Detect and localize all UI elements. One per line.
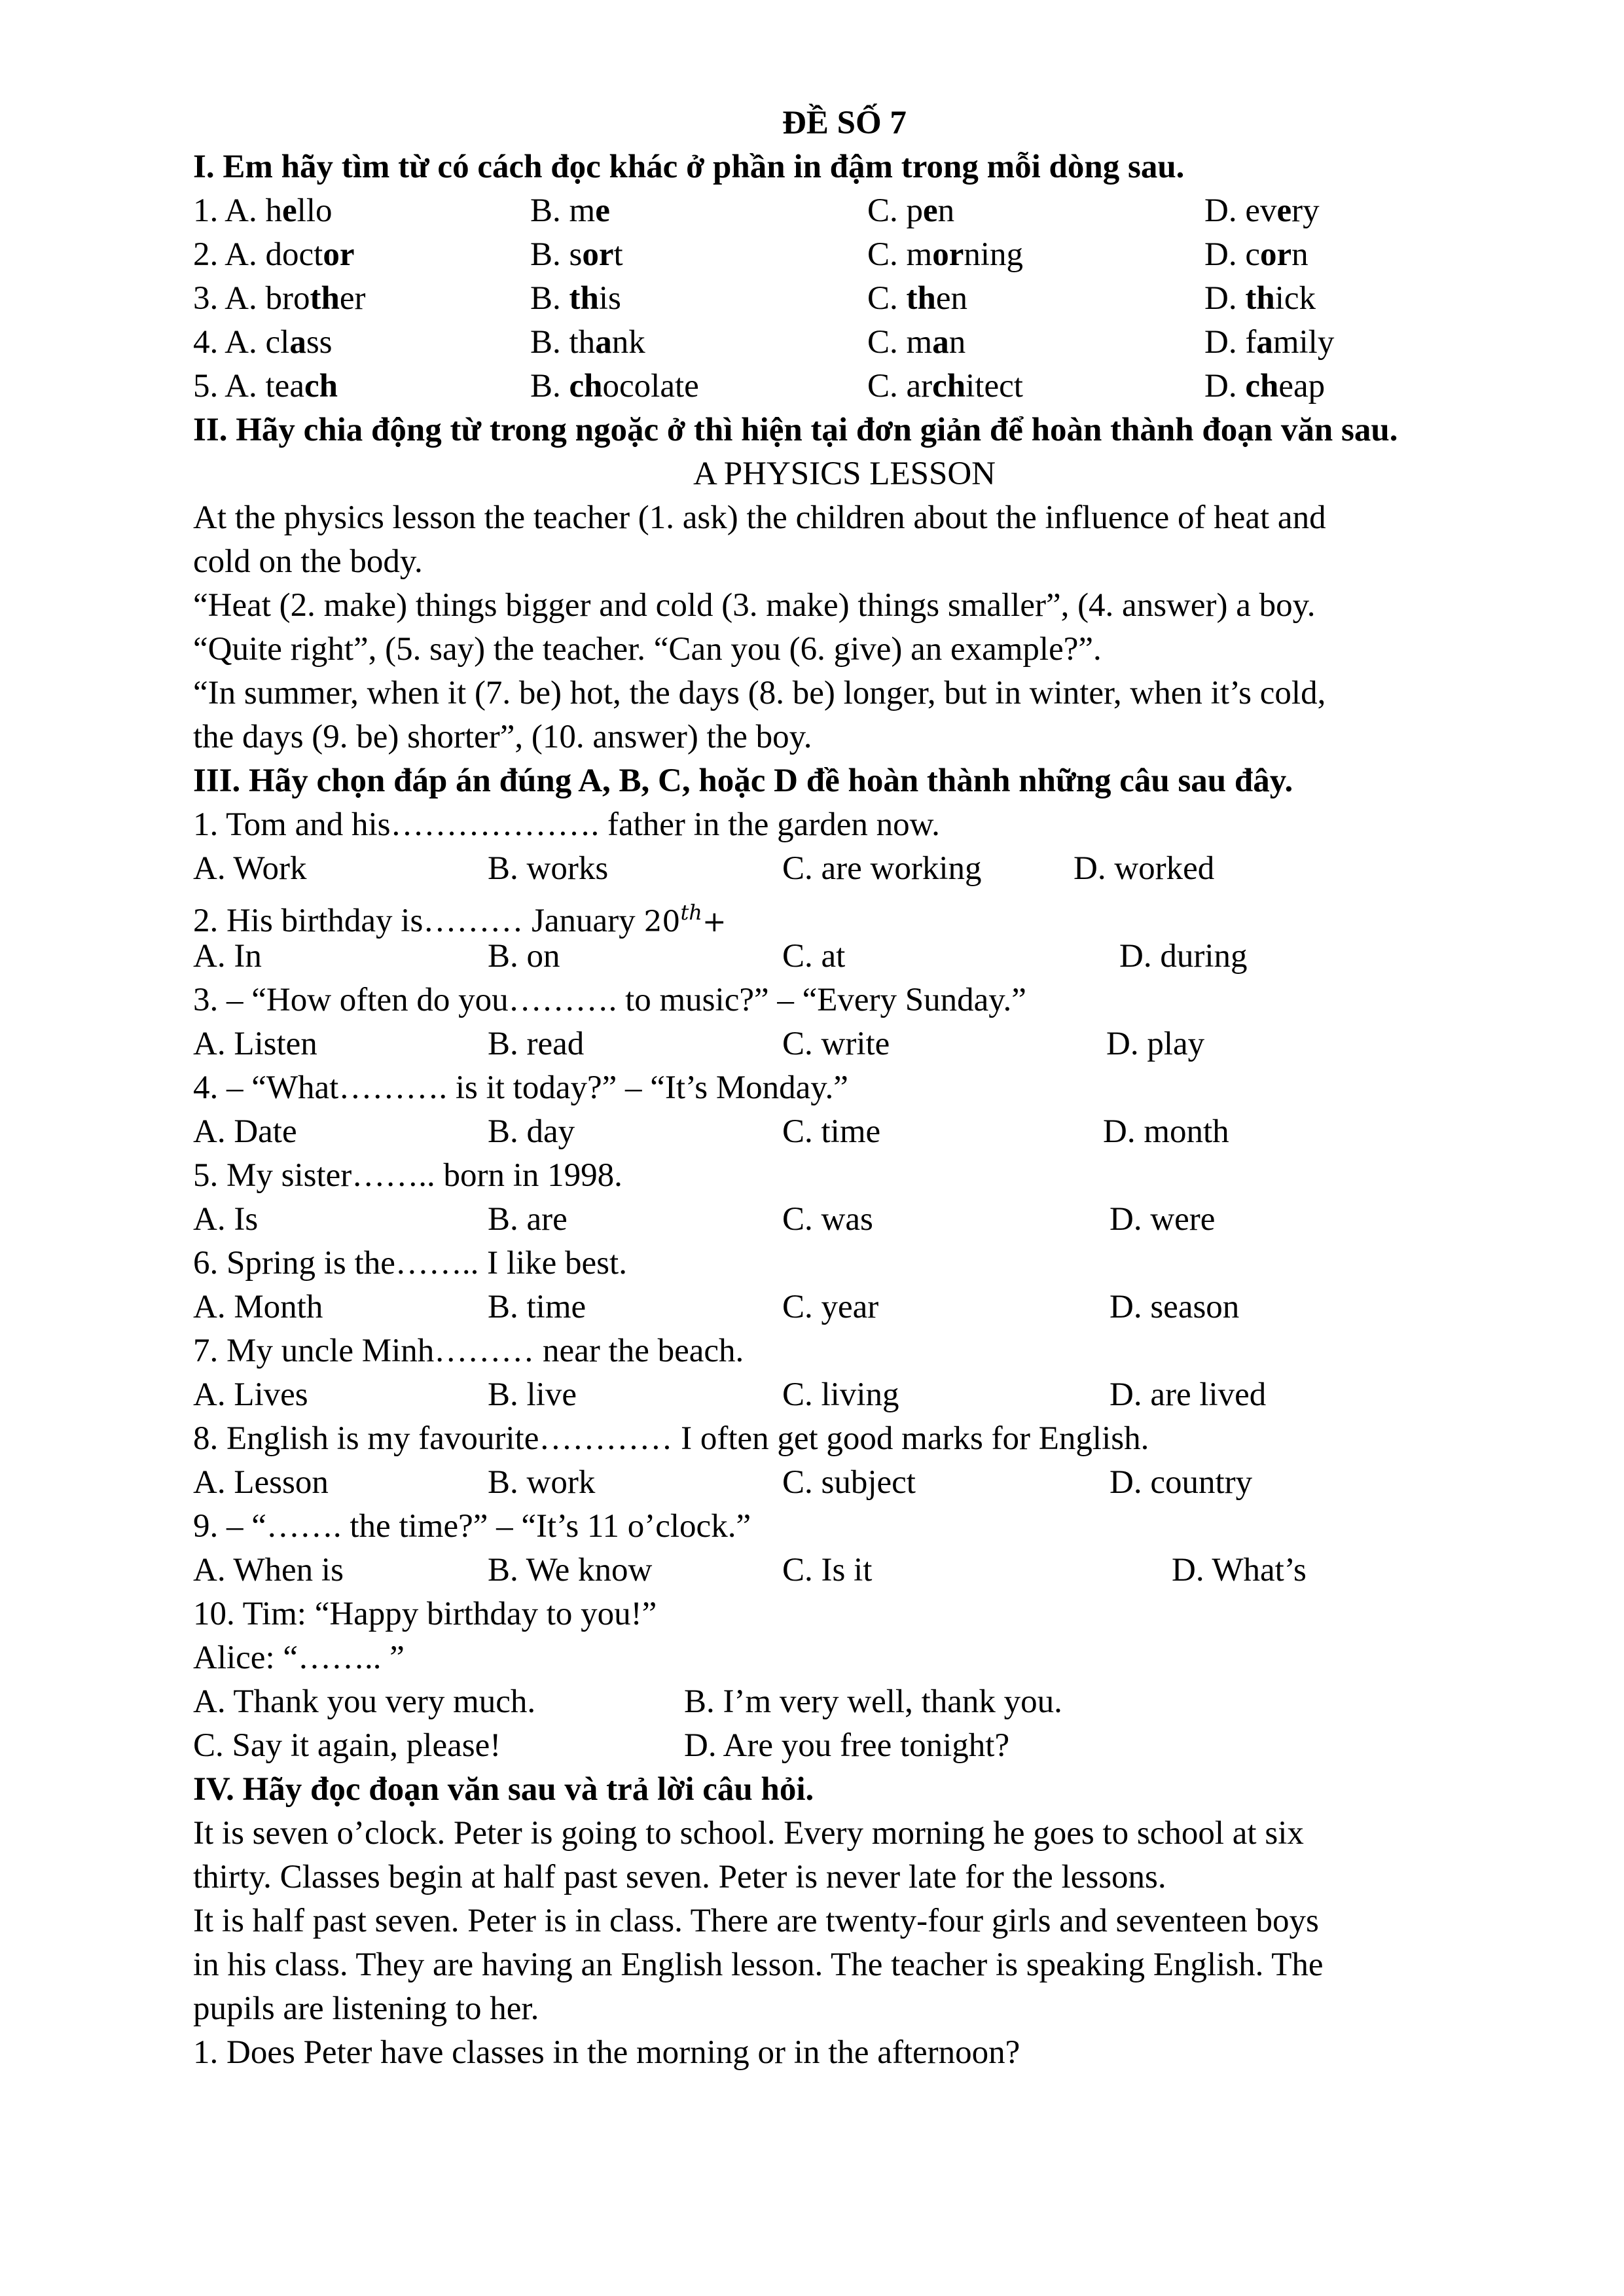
- option-c: C. pen: [867, 192, 955, 229]
- answer-b: B. work: [488, 1464, 596, 1501]
- option-d: D. corn: [1204, 236, 1308, 273]
- question-text: 8. English is my favourite………… I often get good marks for English.: [193, 1420, 1149, 1457]
- answer-d: D. are lived: [1110, 1376, 1267, 1413]
- option-b: B. me: [530, 192, 610, 229]
- option-c: C. morning: [867, 236, 1023, 273]
- answer-options-row: [193, 1461, 1496, 1505]
- answer-options-row: [193, 1549, 1496, 1592]
- answer-b: B. on: [488, 938, 560, 975]
- page-title: ĐỀ SỐ 7: [782, 105, 907, 141]
- answer-d: D. country: [1110, 1464, 1253, 1501]
- answer-options-row: [193, 935, 1496, 978]
- section-2-passage: [193, 496, 1496, 759]
- answer-c: C. year: [782, 1289, 879, 1325]
- answer-b: B. are: [488, 1201, 568, 1238]
- answer-c: C. time: [782, 1113, 881, 1150]
- answer-b: B. works: [488, 850, 609, 887]
- answer-d: D. play: [1106, 1026, 1205, 1062]
- answer-b: B. time: [488, 1289, 586, 1325]
- option-d: D. every: [1204, 192, 1320, 229]
- option-d: D. cheap: [1204, 368, 1326, 404]
- question-text: 9. – “……. the time?” – “It’s 11 o’clock.”: [193, 1508, 751, 1545]
- passage-line: pupils are listening to her.: [193, 1990, 539, 2027]
- answer-c: C. Say it again, please!: [193, 1727, 501, 1764]
- option-d: D. family: [1204, 324, 1335, 361]
- answer-d: D. season: [1110, 1289, 1240, 1325]
- answer-a: A. Listen: [193, 1026, 317, 1062]
- answer-a: A. Date: [193, 1113, 297, 1150]
- question-text: 10. Tim: “Happy birthday to you!”: [193, 1596, 657, 1632]
- answer-options-row: [193, 1285, 1496, 1329]
- answer-d: D. were: [1110, 1201, 1216, 1238]
- option-a: 2. A. doctor: [193, 236, 355, 273]
- answer-options-row: [193, 1373, 1496, 1417]
- worksheet-page: [193, 101, 1496, 2075]
- answer-options-row: [193, 847, 1496, 891]
- answer-a: A. Lesson: [193, 1464, 329, 1501]
- answer-c: C. write: [782, 1026, 890, 1062]
- passage-line: It is seven o’clock. Peter is going to school. Every morning he goes to school at six: [193, 1815, 1304, 1852]
- option-c: C. man: [867, 324, 966, 361]
- answer-c: C. Is it: [782, 1552, 873, 1588]
- answer-a: A. In: [193, 938, 262, 975]
- section-4-passage: [193, 1812, 1496, 2075]
- answer-b: B. live: [488, 1376, 577, 1413]
- section-1-heading: I. Em hãy tìm từ có cách đọc khác ở phần in đậm trong mỗi dòng sau.: [193, 149, 1185, 185]
- answer-a: A. Is: [193, 1201, 259, 1238]
- passage-line: in his class. They are having an English lesson. The teacher is speaking English. The: [193, 1946, 1324, 1983]
- option-c: C. architect: [867, 368, 1023, 404]
- question-text: 7. My uncle Minh……… near the beach.: [193, 1333, 744, 1369]
- pronunciation-row: [193, 321, 1496, 365]
- passage-line: “Quite right”, (5. say) the teacher. “Can you (6. give) an example?”.: [193, 631, 1102, 668]
- question-text: 5. My sister…….. born in 1998.: [193, 1157, 623, 1194]
- option-b: B. sort: [530, 236, 623, 273]
- option-a: 4. A. class: [193, 324, 333, 361]
- option-a: 5. A. teach: [193, 368, 338, 404]
- section-4-heading: IV. Hãy đọc đoạn văn sau và trả lời câu hỏi.: [193, 1771, 814, 1808]
- section-3-heading: III. Hãy chọn đáp án đúng A, B, C, hoặc D đề hoàn thành những câu sau đây.: [193, 762, 1293, 799]
- question-text: 4. – “What………. is it today?” – “It’s Monday.”: [193, 1069, 848, 1106]
- question-text: 1. Does Peter have classes in the morning or in the afternoon?: [193, 2034, 1020, 2071]
- option-b: B. chocolate: [530, 368, 699, 404]
- answer-b: B. I’m very well, thank you.: [684, 1683, 1062, 1720]
- option-b: B. thank: [530, 324, 645, 361]
- answer-b: B. day: [488, 1113, 575, 1150]
- passage-line: At the physics lesson the teacher (1. ask) the children about the influence of heat and: [193, 499, 1326, 536]
- answer-d: D. during: [1119, 938, 1248, 975]
- option-b: B. this: [530, 280, 621, 317]
- answer-d: D. Are you free tonight?: [684, 1727, 1010, 1764]
- date-suffix: th: [680, 900, 702, 925]
- section-1-rows: [193, 189, 1496, 408]
- passage-line: “Heat (2. make) things bigger and cold (3. make) things smaller”, (4. answer) a boy.: [193, 587, 1316, 624]
- pronunciation-row: [193, 233, 1496, 277]
- answer-options-row: [193, 1110, 1496, 1154]
- question-text: 6. Spring is the…….. I like best.: [193, 1245, 627, 1282]
- passage-title: A PHYSICS LESSON: [693, 456, 996, 492]
- answer-c: C. are working: [782, 850, 982, 887]
- question-text: 1. Tom and his………………. father in the garden now.: [193, 806, 940, 843]
- option-a: 1. A. hello: [193, 192, 333, 229]
- option-d: D. thick: [1204, 280, 1316, 317]
- option-a: 3. A. brother: [193, 280, 366, 317]
- stray-plus: +: [702, 905, 727, 939]
- passage-line: It is half past seven. Peter is in class. There are twenty-four girls and seventeen boys: [193, 1903, 1319, 1939]
- answer-c: C. living: [782, 1376, 899, 1413]
- answer-b: B. read: [488, 1026, 585, 1062]
- answer-a: A. Month: [193, 1289, 323, 1325]
- option-c: C. then: [867, 280, 968, 317]
- answer-a: A. When is: [193, 1552, 344, 1588]
- question-text: Alice: “…….. ”: [193, 1640, 405, 1676]
- question-text: 3. – “How often do you………. to music?” – “Every Sunday.”: [193, 982, 1026, 1018]
- pronunciation-row: [193, 365, 1496, 408]
- answer-a: A. Work: [193, 850, 307, 887]
- answer-options-row: [193, 1724, 1496, 1768]
- answer-a: A. Thank you very much.: [193, 1683, 536, 1720]
- answer-options-row: [193, 1198, 1496, 1242]
- answer-c: C. at: [782, 938, 846, 975]
- answer-d: D. What’s: [1172, 1552, 1307, 1588]
- answer-options-row: [193, 1022, 1496, 1066]
- answer-c: C. was: [782, 1201, 873, 1238]
- answer-d: D. month: [1103, 1113, 1229, 1150]
- answer-options-row: [193, 1680, 1496, 1724]
- answer-c: C. subject: [782, 1464, 916, 1501]
- pronunciation-row: [193, 189, 1496, 233]
- question-text: 2. His birthday is……… January 20th+: [193, 900, 727, 939]
- passage-line: the days (9. be) shorter”, (10. answer) the boy.: [193, 719, 812, 755]
- answer-a: A. Lives: [193, 1376, 308, 1413]
- passage-line: thirty. Classes begin at half past seven. Peter is never late for the lessons.: [193, 1859, 1166, 1895]
- date-number: 20: [643, 905, 681, 939]
- pronunciation-row: [193, 277, 1496, 321]
- section-2-heading: II. Hãy chia động từ trong ngoặc ở thì hiện tại đơn giản để hoàn thành đoạn văn sau.: [193, 412, 1398, 448]
- answer-d: D. worked: [1074, 850, 1215, 887]
- answer-b: B. We know: [488, 1552, 653, 1588]
- passage-line: cold on the body.: [193, 543, 423, 580]
- section-3-questions: [193, 803, 1496, 1768]
- passage-line: “In summer, when it (7. be) hot, the days (8. be) longer, but in winter, when it’s cold,: [193, 675, 1326, 711]
